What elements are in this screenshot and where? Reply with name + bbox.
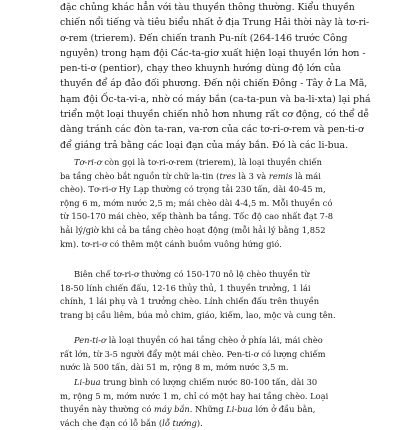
note-text: ba tầng chèo bắt nguồn từ chữ la-tin ( bbox=[60, 170, 220, 181]
note-text: ). bbox=[196, 417, 203, 428]
note-line: rộng 6 m, mớm nước 2,5 m; mái chèo dài 4-4,5 m. Mỗi thuyền có bbox=[60, 197, 333, 208]
note-text: thuyền này thường có bbox=[60, 404, 154, 415]
note-text: là mái bbox=[292, 170, 321, 181]
text-line: hạm đội Ốc-ta-vi-a, nhờ có máy bắn (ca-ta-pun và ba-li-xta) lại phá bbox=[60, 93, 371, 105]
note-line bbox=[60, 170, 348, 184]
note-crew bbox=[60, 268, 348, 322]
note-line bbox=[60, 156, 348, 170]
note-text: lớn ở đầu bằn, bbox=[252, 404, 316, 415]
note-line: chèo). Tơ-ri-ơ Hy Lạp thường có trọng tải 230 tấn, dài 40-45 m, bbox=[60, 184, 326, 195]
note-line: 18-50 lính chiến đấu, 12-16 thủy thủ, 1 thuyền trưởng, 1 lái bbox=[60, 282, 311, 293]
note-text: trung bình có lượng chiếm nước 80-100 tấn, dài 30 bbox=[100, 377, 318, 387]
text-line: đặc chủng khác hẳn với tàu thuyền thông thường. Kiểu thuyền bbox=[60, 2, 355, 13]
note-line: hải lý/giờ khi cả ba tầng chèo hoạt động (mỗi hải lý bằng 1,852 bbox=[60, 224, 326, 235]
note-text: là loại thuyền có hai tầng chèo ở phía lái, mái chèo bbox=[106, 335, 323, 345]
note-text: vách che đạn có lỗ bắn ( bbox=[60, 417, 163, 428]
note-line bbox=[60, 403, 348, 417]
text-line: nguyên) trong hạm đội Các-ta-giơ xuất hiện loại thuyền lớn hơn - bbox=[60, 47, 366, 59]
note-line: Biên chế tơ-ri-ơ thường có 150-170 nô lệ chèo thuyền từ bbox=[74, 269, 310, 279]
note-text: là 3 và bbox=[235, 170, 269, 181]
note-line: nước là 500 tấn, dài 51 m, rộng 8 m, mớm nước 3,5 m. bbox=[60, 362, 289, 373]
body-paragraph bbox=[60, 0, 371, 153]
text-line: thuyền để áp đảo đối phương. Đến nội chiến Đông - Tây ở La Mã, bbox=[60, 78, 368, 90]
note-line: rất lớn, từ 3-5 người đẩy một mái chèo. Pen-ti-ơ có lượng chiếm bbox=[60, 348, 326, 359]
note-line: trang bị cầu liêm, búa mỏ chim, giáo, kiếm, lao, mộc và cung tên. bbox=[60, 309, 336, 320]
text-line: để giáng trả bằng các loại đạn của máy bắn. Đó là các li-bua. bbox=[60, 139, 349, 151]
text-line: dàng tránh các đòn ta-ran, va-rơn của các tơ-ri-ơ-rem và pen-ti-ơ bbox=[60, 124, 364, 136]
italic-term: máy bắn bbox=[154, 404, 190, 415]
note-pentior bbox=[60, 334, 348, 375]
note-term: Pen-ti-ơ bbox=[74, 335, 107, 345]
note-text: còn gọi là tơ-ri-ơ-rem (trierem), là loại thuyền chiến bbox=[104, 157, 322, 167]
note-line bbox=[60, 376, 348, 390]
note-line: m, rộng 5 m, mớm nước 1 m, chỉ có một hay hai tầng chèo. Loại bbox=[60, 390, 329, 401]
note-line bbox=[60, 334, 348, 348]
text-line: triển một loại thuyền chiến nhỏ hơn nhưng rất cơ động, có thể dễ bbox=[60, 109, 370, 121]
latin-word: remis bbox=[268, 170, 293, 181]
text-line: chiến nổi tiếng và tiêu biểu nhất ở địa Trung Hải thời này là tơ-ri- bbox=[60, 17, 370, 29]
note-line: chính, 1 lái phụ và 1 trưởng chèo. Lính chiến đấu trên thuyền bbox=[60, 296, 320, 307]
latin-word: tres bbox=[219, 170, 236, 181]
note-term: Tơ-ri-ơ bbox=[74, 157, 102, 167]
note-libua bbox=[60, 376, 348, 430]
note-text: . Những bbox=[189, 404, 227, 415]
note-line bbox=[60, 417, 348, 430]
italic-term: lỗ tướng bbox=[162, 417, 197, 428]
note-line: km). tơ-ri-ơ có thêm một cánh buồm vuông hứng gió. bbox=[60, 238, 282, 249]
note-line: từ 150-170 mái chèo, xếp thành ba tầng. Tốc độ cao nhất đạt 7-8 bbox=[60, 211, 334, 222]
note-term: Li-bua bbox=[74, 377, 101, 387]
italic-term: Li-bua bbox=[226, 404, 253, 415]
note-trierem bbox=[60, 156, 348, 251]
main-text bbox=[60, 0, 371, 153]
text-line: ơ-rem (trierem). Đến chiến tranh Pu-nít (264-146 trước Công bbox=[60, 32, 348, 44]
text-line: pen-ti-ơ (pentior), chạy theo khuynh hướng dùng độ lớn của bbox=[60, 63, 341, 75]
